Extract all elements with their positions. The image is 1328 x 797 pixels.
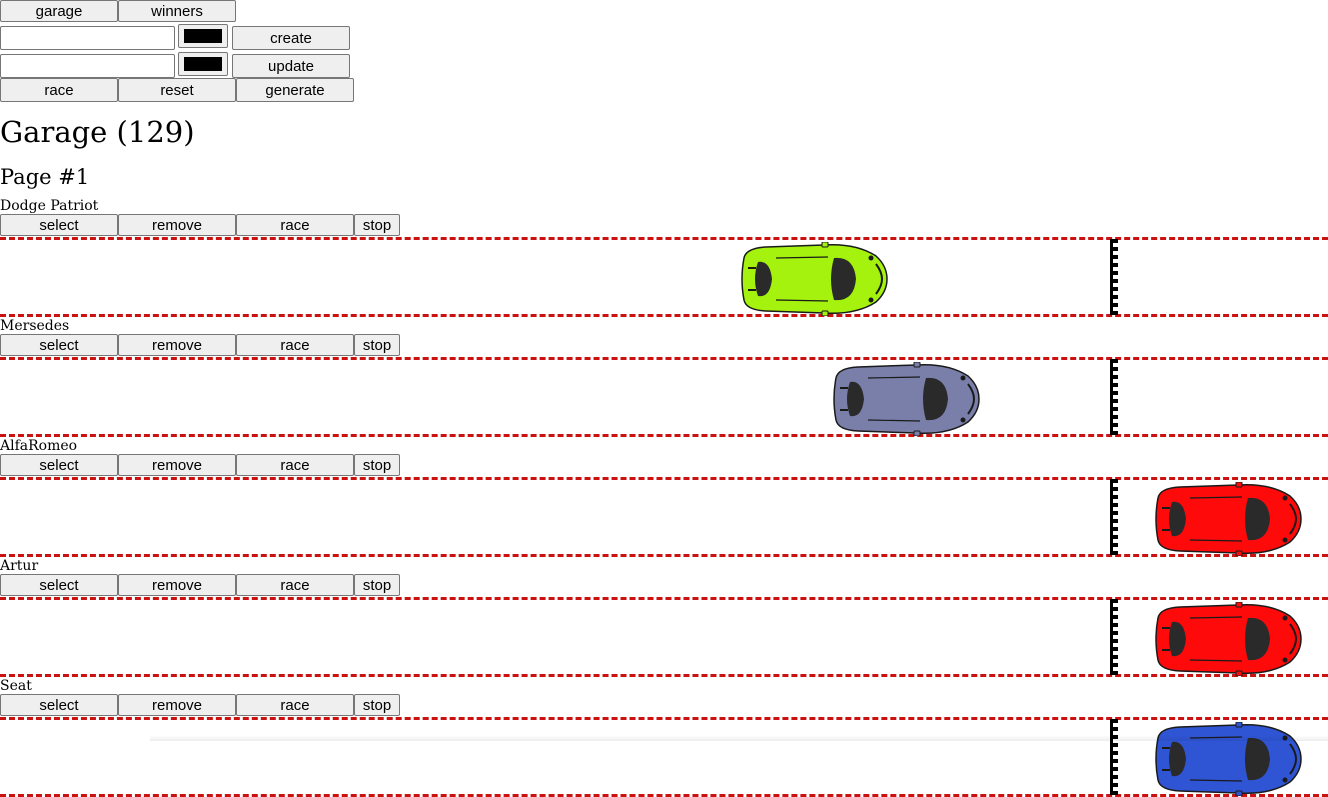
race-track <box>0 237 1328 317</box>
garage-nav-button[interactable]: garage <box>0 0 118 22</box>
finish-line <box>1110 719 1118 795</box>
winners-nav-button[interactable]: winners <box>118 0 236 22</box>
create-color-swatch <box>184 29 222 43</box>
race-car-button[interactable]: race <box>236 214 354 236</box>
create-button[interactable]: create <box>232 26 350 50</box>
select-car-button[interactable]: select <box>0 454 118 476</box>
car-icon <box>1150 602 1302 676</box>
car-icon <box>1150 722 1302 796</box>
race-all-button[interactable]: race <box>0 78 118 102</box>
remove-car-button[interactable]: remove <box>118 334 236 356</box>
select-car-button[interactable]: select <box>0 574 118 596</box>
finish-line <box>1110 479 1118 555</box>
finish-line <box>1110 359 1118 435</box>
create-name-input[interactable] <box>0 26 175 50</box>
update-name-input[interactable] <box>0 54 175 78</box>
race-car-button[interactable]: race <box>236 694 354 716</box>
stop-car-button[interactable]: stop <box>354 454 400 476</box>
race-car-button[interactable]: race <box>236 334 354 356</box>
car-icon <box>828 362 980 436</box>
finish-line <box>1110 239 1118 315</box>
bottom-shadow <box>150 735 1328 741</box>
finish-line <box>1110 599 1118 675</box>
car-name: Dodge Patriot <box>0 198 99 214</box>
generate-button[interactable]: generate <box>236 78 354 102</box>
car-icon <box>1150 482 1302 556</box>
reset-button[interactable]: reset <box>118 78 236 102</box>
select-car-button[interactable]: select <box>0 334 118 356</box>
remove-car-button[interactable]: remove <box>118 214 236 236</box>
car-name: Mersedes <box>0 318 70 334</box>
car-name: Seat <box>0 678 32 694</box>
car-name: Artur <box>0 558 39 574</box>
create-color-picker[interactable] <box>178 24 228 48</box>
car-name: AlfaRomeo <box>0 438 78 454</box>
race-track <box>0 717 1328 797</box>
race-car-button[interactable]: race <box>236 454 354 476</box>
race-track <box>0 597 1328 677</box>
update-button[interactable]: update <box>232 54 350 78</box>
race-track <box>0 477 1328 557</box>
stop-car-button[interactable]: stop <box>354 694 400 716</box>
garage-title: Garage (129) <box>0 115 195 149</box>
stop-car-button[interactable]: stop <box>354 214 400 236</box>
race-car-button[interactable]: race <box>236 574 354 596</box>
stop-car-button[interactable]: stop <box>354 574 400 596</box>
page-number: Page #1 <box>0 165 90 189</box>
select-car-button[interactable]: select <box>0 214 118 236</box>
stop-car-button[interactable]: stop <box>354 334 400 356</box>
select-car-button[interactable]: select <box>0 694 118 716</box>
remove-car-button[interactable]: remove <box>118 454 236 476</box>
update-color-picker[interactable] <box>178 52 228 76</box>
remove-car-button[interactable]: remove <box>118 574 236 596</box>
remove-car-button[interactable]: remove <box>118 694 236 716</box>
car-icon <box>736 242 888 316</box>
race-track <box>0 357 1328 437</box>
update-color-swatch <box>184 57 222 71</box>
